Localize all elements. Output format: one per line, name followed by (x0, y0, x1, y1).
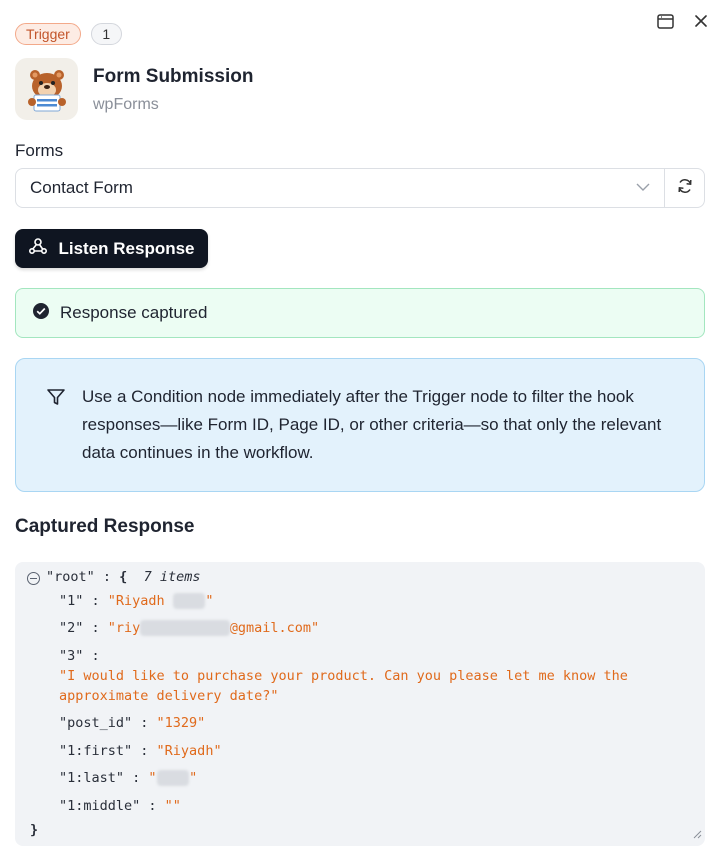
badges (15, 23, 122, 45)
wpforms-bear-logo (15, 58, 78, 120)
json-root-line: "root" : { 7 items (46, 569, 201, 585)
check-circle-icon (32, 302, 50, 325)
json-root-key: "root" (46, 569, 95, 585)
json-open-brace: { (119, 569, 128, 585)
status-text: Response captured (60, 303, 208, 322)
json-close-brace: } (30, 822, 39, 838)
json-entry-value: approximate delivery date?" (59, 688, 279, 704)
forms-label: Forms (15, 141, 64, 160)
chevron-down-icon (636, 179, 650, 197)
forms-select-row (15, 168, 705, 208)
redacted-text (173, 593, 206, 609)
redacted-text (157, 770, 190, 786)
json-entry: "1" : "Riyadh " (59, 593, 214, 609)
json-entry: "3" : (59, 648, 100, 664)
node-subtitle: wpForms (93, 96, 159, 113)
captured-response-title: Captured Response (15, 516, 195, 537)
close-icon[interactable] (692, 12, 710, 30)
collapse-toggle[interactable] (27, 572, 40, 585)
redacted-text (140, 620, 229, 636)
listen-response-label: Listen Response (58, 238, 195, 258)
top-actions (656, 12, 710, 30)
trigger-badge: Trigger (15, 23, 81, 45)
node-header (15, 58, 253, 120)
json-entry: "1:middle" : "" (59, 798, 181, 814)
json-entry: "post_id" : "1329" (59, 715, 206, 731)
condition-info-box (15, 358, 705, 492)
response-captured-banner (15, 288, 705, 338)
refresh-icon (677, 178, 693, 199)
listen-response-button[interactable] (15, 229, 208, 268)
window-icon[interactable] (656, 12, 674, 30)
webhook-icon (28, 237, 48, 260)
filter-icon (46, 387, 66, 491)
forms-select[interactable] (16, 169, 664, 207)
node-title: Form Submission (93, 66, 254, 87)
refresh-button[interactable] (664, 169, 704, 207)
json-entry: "1:first" : "Riyadh" (59, 743, 222, 759)
info-text: Use a Condition node immediately after the Trigger node to filter the hook responses—like Form ID, Page ID, or other criteria—so that only the relevant data continues in the workflow. (82, 387, 662, 462)
json-entry: "2" : "riy @gmail.com" (59, 620, 320, 636)
json-item-count: 7 items (143, 569, 201, 585)
resize-handle-icon[interactable] (693, 827, 702, 843)
step-number-badge: 1 (91, 23, 122, 45)
json-entry-value: "I would like to purchase your product. Can you please let me know the (59, 668, 628, 684)
forms-select-value: Contact Form (30, 178, 133, 197)
json-entry: "1:last" : " " (59, 770, 198, 786)
json-viewer (15, 562, 705, 846)
